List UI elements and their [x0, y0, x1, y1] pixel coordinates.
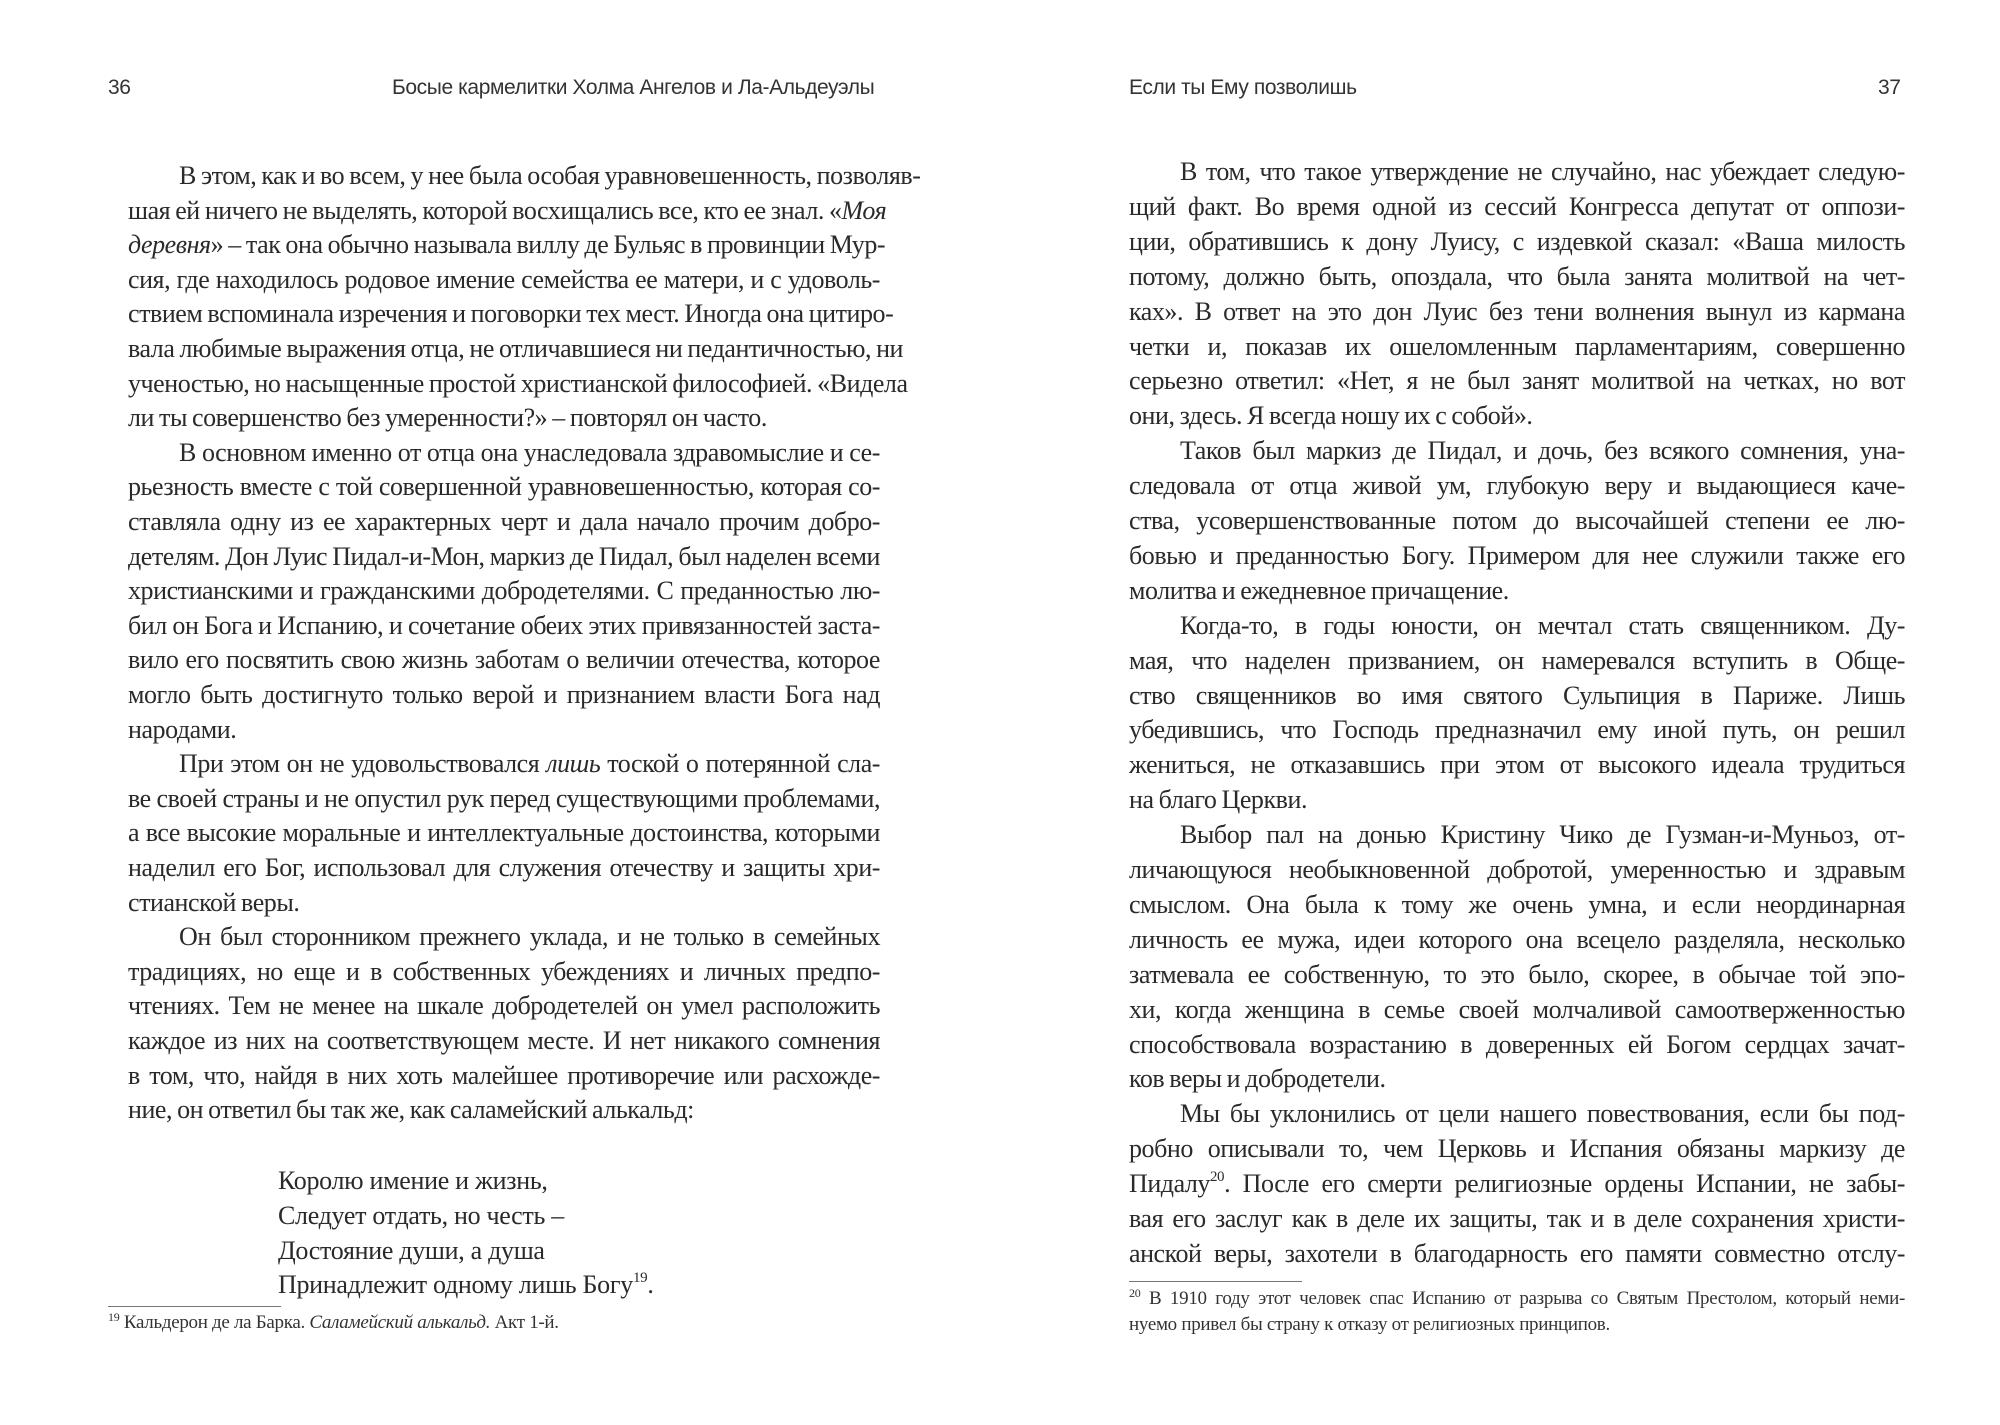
text-line: робно описывали то, чем Церковь и Испания обязаны маркизу де	[1129, 1134, 1905, 1164]
footnote-reference: 19	[632, 1270, 648, 1287]
text-segment: Принадлежит одному лишь Богу	[278, 1270, 633, 1300]
verse-line: Королю имение и жизнь,	[278, 1166, 548, 1195]
text-line: потому, должно быть, опоздала, что была занята молитвой на чет-	[1129, 261, 1905, 291]
text-segment: .	[647, 1270, 654, 1300]
text-line: ние, он ответил бы так же, как саламейский алькальд:	[128, 1095, 694, 1125]
text-line: ство священников во имя святого Сульпиция в Париже. Лишь	[1129, 680, 1905, 710]
text-line: молитва и ежедневное причащение.	[1129, 575, 1509, 605]
text-line: затмевала ее собственную, то это было, скорее, в обычае той эпо-	[1129, 959, 1905, 989]
text-line	[1129, 1167, 1905, 1202]
text-line: Таков был маркиз де Пидал, и дочь, без всякого сомнения, уна-	[1180, 436, 1905, 466]
text-line: ставляла одну из ее характерных черт и дала начало прочим добро-	[128, 507, 880, 536]
page-number-right: 37	[1878, 76, 1901, 99]
text-segment: тоской о потерянной сла-	[600, 749, 880, 779]
text-line: бовью и преданностью Богу. Примером для нее служили также его	[1129, 540, 1905, 570]
text-line: жениться, не отказавшись при этом от высокого идеала трудиться	[1129, 750, 1905, 780]
text-line: четки и, показав их ошеломленным парламентариям, совершенно	[1129, 331, 1905, 361]
text-line: они, здесь. Я всегда ношу их с собой».	[1129, 401, 1533, 431]
text-segment: Пидалу	[1129, 1169, 1210, 1199]
italic-text: лишь	[546, 749, 601, 779]
footnote-reference: 20	[1209, 1169, 1225, 1186]
footnote-line: нуемо привел бы страну к отказу от религиозных принципов.	[1129, 1314, 1610, 1335]
text-line	[128, 228, 886, 263]
text-line: смыслом. Она была к тому же очень умна, и если неординарная	[1129, 889, 1905, 919]
running-title-right: Если ты Ему позволишь	[1129, 76, 1357, 99]
footnote-rule-right	[1129, 1281, 1302, 1282]
text-line: В этом, как и во всем, у нее была особая уравновешенность, позволяв-	[179, 161, 921, 190]
text-line: ции, обратившись к дону Луису, с издевкой сказал: «Ваша милость	[1129, 226, 1905, 256]
text-line: могло быть достигнуто только верой и признанием власти Бога над	[128, 680, 880, 709]
footnote-line	[108, 1312, 559, 1334]
verse-line: Достояние души, а душа	[278, 1235, 545, 1265]
text-line: Мы бы уклонились от цели нашего повествования, если бы под-	[1180, 1099, 1905, 1129]
text-line	[128, 747, 880, 782]
text-line: сия, где находилось родовое имение семейства ее матери, и с удоволь-	[128, 264, 880, 294]
text-line: щий факт. Во время одной из сессий Конгресса депутат от оппози-	[1129, 191, 1905, 221]
text-line: В основном именно от отца она унаследовала здравомыслие и се-	[179, 437, 880, 467]
text-line: ства, усовершенствованные потом до высочайшей степени ее лю-	[1129, 506, 1905, 535]
text-line: детелям. Дон Луис Пидал-и-Мон, маркиз де Пидал, был наделен всеми	[128, 541, 880, 571]
text-line: каждое из них на соответствующем месте. И нет никакого сомнения	[128, 1026, 880, 1055]
text-segment: При этом он не удовольствовался	[179, 749, 547, 779]
text-line: а все высокие моральные и интеллектуальные достоинства, которыми	[128, 818, 880, 848]
text-line: анской веры, захотели в благодарность его памяти совместно отслу-	[1129, 1238, 1905, 1268]
text-line: В том, что такое утверждение не случайно, нас убеждает следую-	[1180, 157, 1905, 186]
italic-text: деревня	[128, 230, 211, 260]
text-line: бил он Бога и Испанию, и сочетание обеих этих привязанностей заста-	[128, 610, 880, 640]
italic-text: Моя	[841, 195, 887, 225]
text-line: ве своей страны и не опустил рук перед существующими проблемами,	[128, 783, 880, 813]
footnote-reference: 19	[108, 1310, 120, 1324]
text-line: следовала от отца живой ум, глубокую веру и выдающиеся каче-	[1129, 471, 1905, 501]
text-line: способствовала возрастанию в доверенных ей Богом сердцах зачат-	[1129, 1029, 1905, 1059]
text-line: хи, когда женщина в семье своей молчаливой самоотверженностью	[1129, 994, 1905, 1024]
text-line: мая, что наделен призванием, он намеревался вступить в Обще-	[1129, 645, 1905, 675]
text-segment: » – так она обычно называла виллу де Бульяс в провинции Мур-	[210, 230, 886, 260]
text-line: Выбор пал на донью Кристину Чико де Гузман-и-Муньоз, от-	[1180, 820, 1905, 850]
text-line: ках». В ответ на это дон Луис без тени волнения вынул из кармана	[1129, 296, 1905, 326]
text-line: личность ее мужа, идеи которого она всецело разделяла, несколько	[1129, 924, 1905, 954]
verse-line: Следует отдать, но честь –	[278, 1200, 564, 1230]
text-line: наделил его Бог, использовал для служения отечеству и защиты хри-	[128, 853, 880, 882]
text-segment: Акт 1-й.	[490, 1312, 559, 1333]
text-line: ученостью, но насыщенные простой христианской философией. «Видела	[128, 368, 908, 398]
text-line: вая его заслуг как в деле их защиты, так и в деле сохранения христи-	[1129, 1204, 1905, 1233]
text-line: на благо Церкви.	[1129, 785, 1308, 815]
page-number-left: 36	[108, 76, 131, 99]
text-line: личающуюся необыкновенной добротой, умеренностью и здравым	[1129, 855, 1905, 884]
text-line: Когда-то, в годы юности, он мечтал стать священником. Ду-	[1180, 610, 1905, 640]
italic-text: Саламейский алькальд.	[309, 1312, 491, 1333]
text-segment: . После его смерти религиозные ордены Испании, не забы-	[1224, 1169, 1905, 1199]
text-line: Он был сторонником прежнего уклада, и не только в семейных	[179, 922, 880, 952]
text-line: ков веры и добродетели.	[1129, 1064, 1386, 1094]
text-line: серьезно ответил: «Нет, я не был занят молитвой на четках, но вот	[1129, 366, 1905, 396]
text-line: рьезность вместе с той совершенной уравновешенностью, которая со-	[128, 472, 880, 502]
text-line: чтениях. Тем не менее на шкале добродетелей он умел расположить	[128, 991, 880, 1021]
footnote-rule-left	[108, 1306, 281, 1307]
text-line: народами.	[128, 714, 237, 744]
text-line: традициях, но еще и в собственных убеждениях и личных предпо-	[128, 956, 880, 986]
text-segment: шая ей ничего не выделять, которой восхищались все, кто ее знал. «	[128, 195, 842, 225]
text-line: вило его посвятить свою жизнь заботам о величии отечества, которое	[128, 645, 880, 675]
text-line: ли ты совершенство без умеренности?» – повторял он часто.	[128, 403, 767, 433]
verse-line	[278, 1270, 654, 1300]
text-line: христианскими и гражданскими добродетелями. С преданностью лю-	[128, 576, 880, 606]
text-line: ствием вспоминала изречения и поговорки тех мест. Иногда она цитиро-	[128, 299, 894, 329]
text-line: убедившись, что Господь предназначил ему иной путь, он решил	[1129, 715, 1905, 745]
text-segment: В 1910 году этот человек спас Испанию от разрыва со Святым Престолом, который неми-	[1140, 1288, 1905, 1309]
text-line: в том, что, найдя в них хоть малейшее противоречие или расхожде-	[128, 1060, 880, 1090]
text-line	[128, 194, 887, 229]
text-line: вала любимые выражения отца, не отличавшиеся ни педантичностью, ни	[128, 334, 904, 363]
footnote-reference: 20	[1129, 1286, 1141, 1300]
running-title-left: Босые кармелитки Холма Ангелов и Ла-Альдеуэлы	[392, 76, 875, 99]
text-line: стианской веры.	[128, 887, 300, 917]
text-segment: Кальдерон де ла Барка.	[119, 1312, 310, 1333]
footnote-line	[1129, 1288, 1905, 1310]
